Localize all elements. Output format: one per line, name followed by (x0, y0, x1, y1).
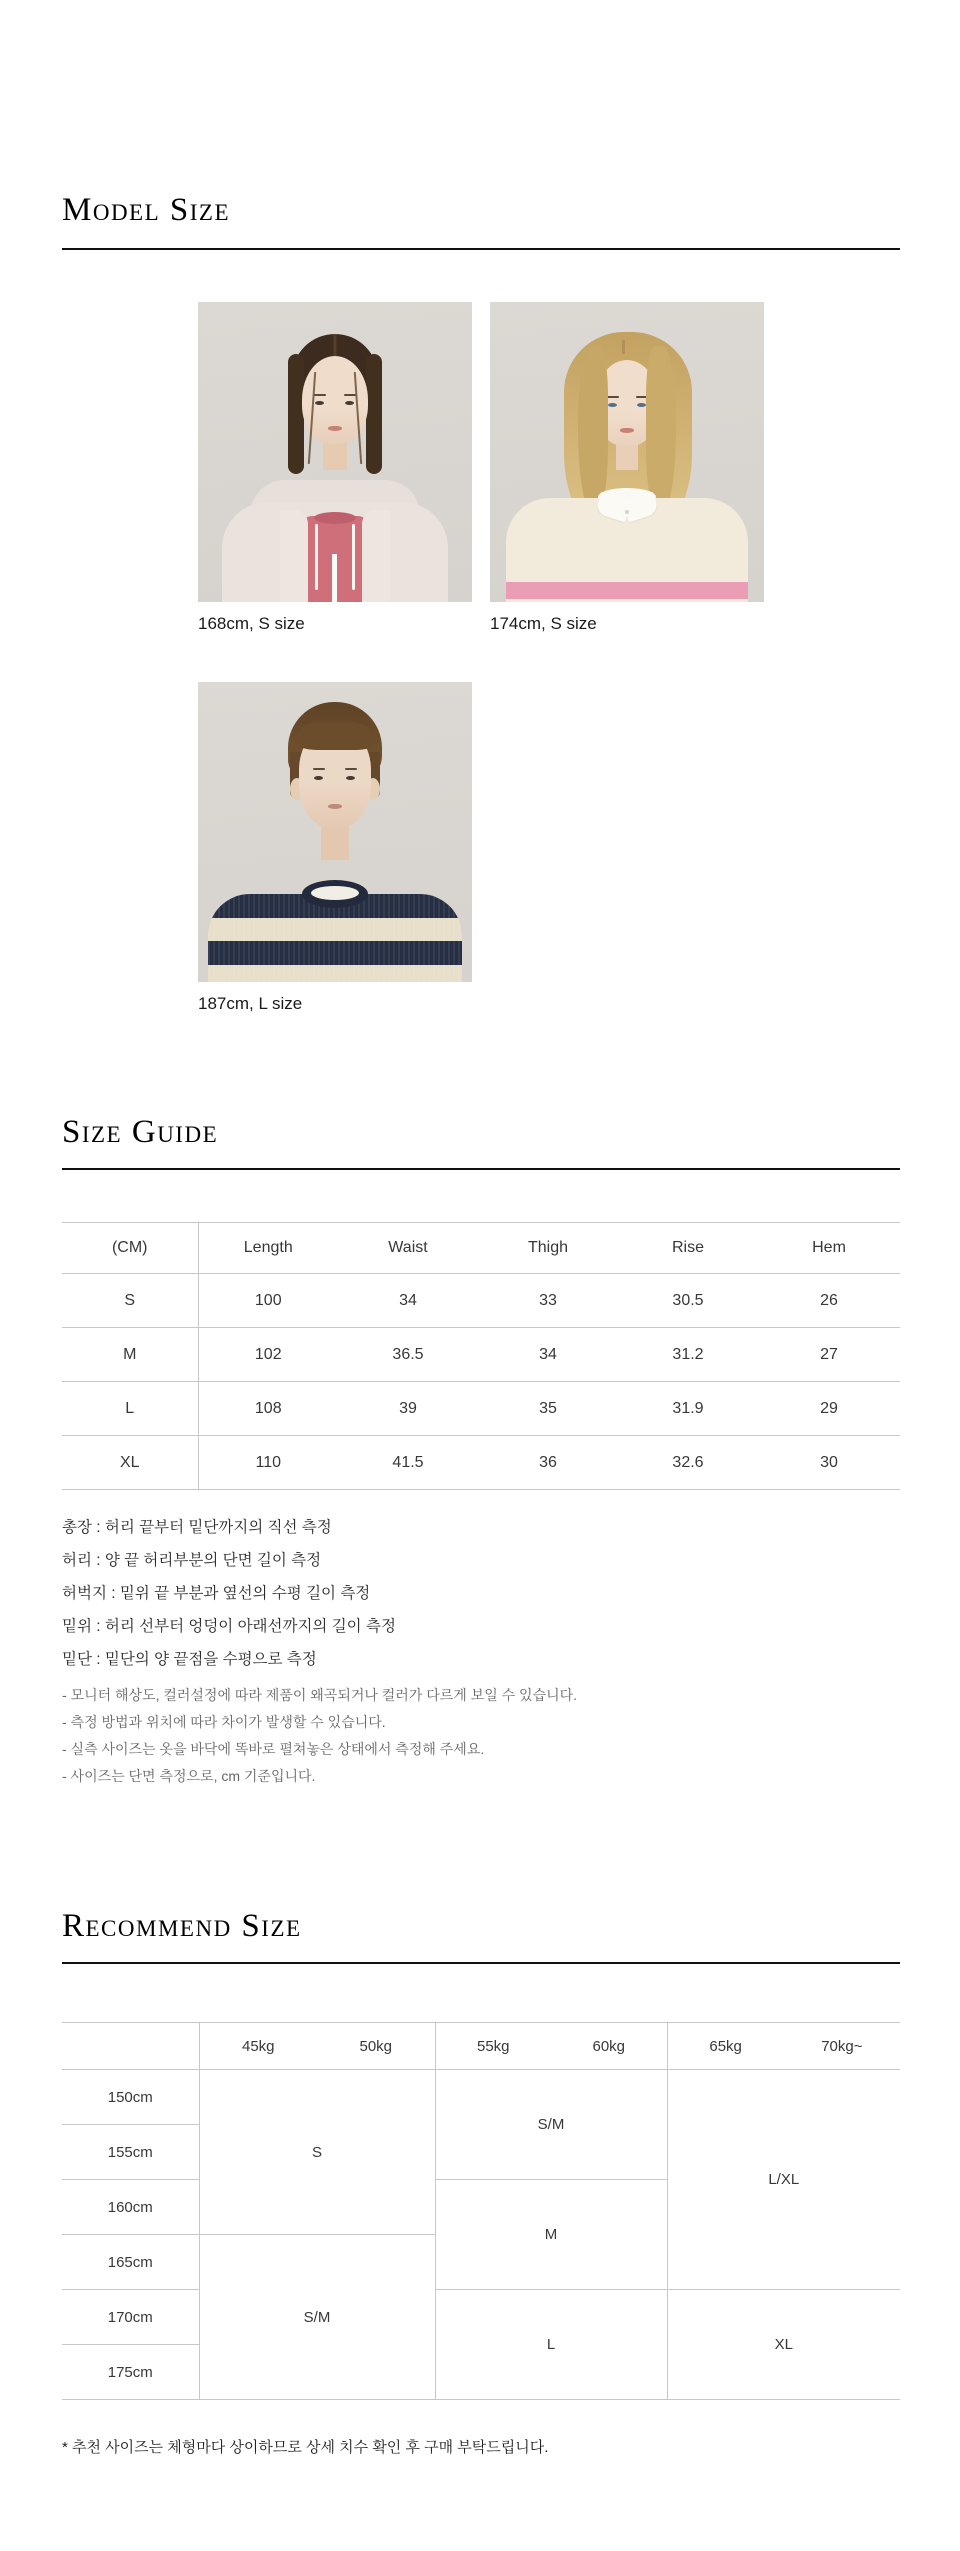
value-waist: 34 (338, 1274, 478, 1328)
weight-label: 55kg (476, 2037, 510, 2055)
size-guide-header-waist: Waist (338, 1223, 478, 1274)
size-guide-header-rise: Rise (618, 1223, 758, 1274)
value-thigh: 35 (478, 1382, 618, 1436)
model1-tee-collar (314, 512, 356, 524)
model3-caption: 187cm, L size (198, 994, 303, 1013)
disclaimer-line: - 실측 사이즈는 옷을 바닥에 똑바로 펼쳐놓은 상태에서 측정해 주세요. (62, 1741, 485, 1757)
size-guide-rule (62, 1168, 900, 1170)
model1-drawstring (315, 524, 318, 590)
model3-lips (328, 804, 342, 809)
model1-drawstring (352, 524, 355, 590)
recommend-row-150cm (62, 2070, 900, 2125)
size-guide-header-thigh: Thigh (478, 1223, 618, 1274)
model1-lips (328, 426, 342, 431)
measure-note-line: 허리 : 양 끝 허리부분의 단면 길이 측정 (62, 1552, 322, 1569)
model3-inner-tee (311, 886, 359, 900)
disclaimer-line: - 사이즈는 단면 측정으로, cm 기준입니다. (62, 1768, 316, 1784)
model3-fringe (296, 722, 374, 750)
model2-button (625, 510, 629, 514)
height-label: 165cm (62, 2235, 199, 2290)
recommend-cell-l: L (435, 2290, 667, 2400)
model2-hair-front (646, 346, 676, 514)
size-row-s (62, 1274, 900, 1328)
recommend-row-170cm (62, 2290, 900, 2345)
height-label: 155cm (62, 2125, 199, 2180)
value-length: 102 (198, 1328, 338, 1382)
model-size-title: Model Size (62, 192, 231, 228)
model2-eye (608, 403, 617, 407)
disclaimer-line: - 측정 방법과 위치에 따라 차이가 발생할 수 있습니다. (62, 1714, 386, 1730)
recommend-size-rule (62, 1962, 900, 1964)
value-rise: 31.9 (618, 1382, 758, 1436)
size-guide-title: Size Guide (62, 1114, 219, 1150)
height-label: 170cm (62, 2290, 199, 2345)
measure-note-line: 총장 : 허리 끝부터 밑단까지의 직선 측정 (62, 1519, 332, 1536)
disclaimer-notes (62, 1682, 577, 1790)
recommend-header-row (62, 2023, 900, 2070)
recommend-size-table (62, 2022, 900, 2400)
recommend-header-55-60kg (435, 2023, 667, 2070)
value-hem: 26 (758, 1274, 900, 1328)
model-size-rule (62, 248, 900, 250)
value-thigh: 36 (478, 1436, 618, 1490)
model2-eye (637, 403, 646, 407)
value-hem: 27 (758, 1328, 900, 1382)
recommend-cell-xl: XL (667, 2290, 900, 2400)
model2-hair-front (578, 346, 608, 514)
size-guide-header-row (62, 1223, 900, 1274)
value-length: 100 (198, 1274, 338, 1328)
weight-label: 50kg (359, 2037, 393, 2055)
size-guide-header-length: Length (198, 1223, 338, 1274)
size-row-xl (62, 1436, 900, 1490)
measure-note-line: 밑위 : 허리 선부터 엉덩이 아래선까지의 길이 측정 (62, 1618, 396, 1635)
recommend-cell-sm: S/M (435, 2070, 667, 2180)
model2-hair-part (622, 340, 625, 354)
value-thigh: 33 (478, 1274, 618, 1328)
size-label: M (62, 1328, 198, 1382)
weight-label: 60kg (592, 2037, 626, 2055)
size-guide-table (62, 1222, 900, 1490)
recommend-size-title: Recommend Size (62, 1908, 302, 1944)
model1-jacket-lapel (362, 510, 390, 602)
model3-brow (345, 768, 357, 770)
weight-label: 70kg~ (821, 2037, 863, 2055)
size-row-l (62, 1382, 900, 1436)
recommend-header-45-50kg (199, 2023, 435, 2070)
model3-brow (313, 768, 325, 770)
model1-eye (315, 401, 324, 405)
height-label: 150cm (62, 2070, 199, 2125)
disclaimer-line: - 모니터 해상도, 컬러설정에 따라 제품이 왜곡되거나 컬러가 다르게 보일 수 있습니다. (62, 1687, 578, 1703)
value-rise: 32.6 (618, 1436, 758, 1490)
value-length: 108 (198, 1382, 338, 1436)
model1-hair-right (366, 354, 382, 474)
weight-label: 65kg (709, 2037, 742, 2055)
measure-note-line: 허벅지 : 밑위 끝 부분과 옆선의 수평 길이 측정 (62, 1585, 371, 1602)
size-row-m (62, 1328, 900, 1382)
model1-brow (314, 394, 326, 396)
model2-pink-stripe (506, 582, 748, 599)
model2-lips (620, 428, 634, 433)
model3-eye (346, 776, 355, 780)
model1-eye (345, 401, 354, 405)
value-length: 110 (198, 1436, 338, 1490)
measurement-notes (62, 1511, 396, 1676)
recommend-header-65-70kg (667, 2023, 900, 2070)
size-label: S (62, 1274, 198, 1328)
value-waist: 41.5 (338, 1436, 478, 1490)
value-hem: 29 (758, 1382, 900, 1436)
model-photo-female-2 (490, 302, 764, 602)
recommend-cell-s: S (199, 2070, 435, 2235)
model1-hair-left (288, 354, 304, 474)
recommend-cell-sm2: S/M (199, 2235, 435, 2400)
value-thigh: 34 (478, 1328, 618, 1382)
size-label: XL (62, 1436, 198, 1490)
recommend-cell-lxl: L/XL (667, 2070, 900, 2290)
value-waist: 39 (338, 1382, 478, 1436)
model2-brow (607, 396, 619, 398)
value-rise: 31.2 (618, 1328, 758, 1382)
recommend-header-empty (62, 2023, 199, 2070)
recommend-cell-m: M (435, 2180, 667, 2290)
model2-caption: 174cm, S size (490, 614, 597, 633)
recommend-footnote: * 추천 사이즈는 체형마다 상이하므로 상세 치수 확인 후 구매 부탁드립니다. (62, 2439, 549, 2456)
value-hem: 30 (758, 1436, 900, 1490)
model1-jacket-lapel (280, 510, 308, 602)
value-waist: 36.5 (338, 1328, 478, 1382)
value-rise: 30.5 (618, 1274, 758, 1328)
size-guide-header-hem: Hem (758, 1223, 900, 1274)
height-label: 175cm (62, 2345, 199, 2400)
height-label: 160cm (62, 2180, 199, 2235)
model-photo-male (198, 682, 472, 982)
model1-caption: 168cm, S size (198, 614, 305, 633)
model1-zipper (332, 554, 337, 602)
model-photo-female-1 (198, 302, 472, 602)
model1-brow (344, 394, 356, 396)
measure-note-line: 밑단 : 밑단의 양 끝점을 수평으로 측정 (62, 1651, 317, 1668)
size-guide-header-cm: (CM) (62, 1223, 198, 1274)
size-label: L (62, 1382, 198, 1436)
model3-eye (314, 776, 323, 780)
weight-label: 45kg (241, 2037, 275, 2055)
